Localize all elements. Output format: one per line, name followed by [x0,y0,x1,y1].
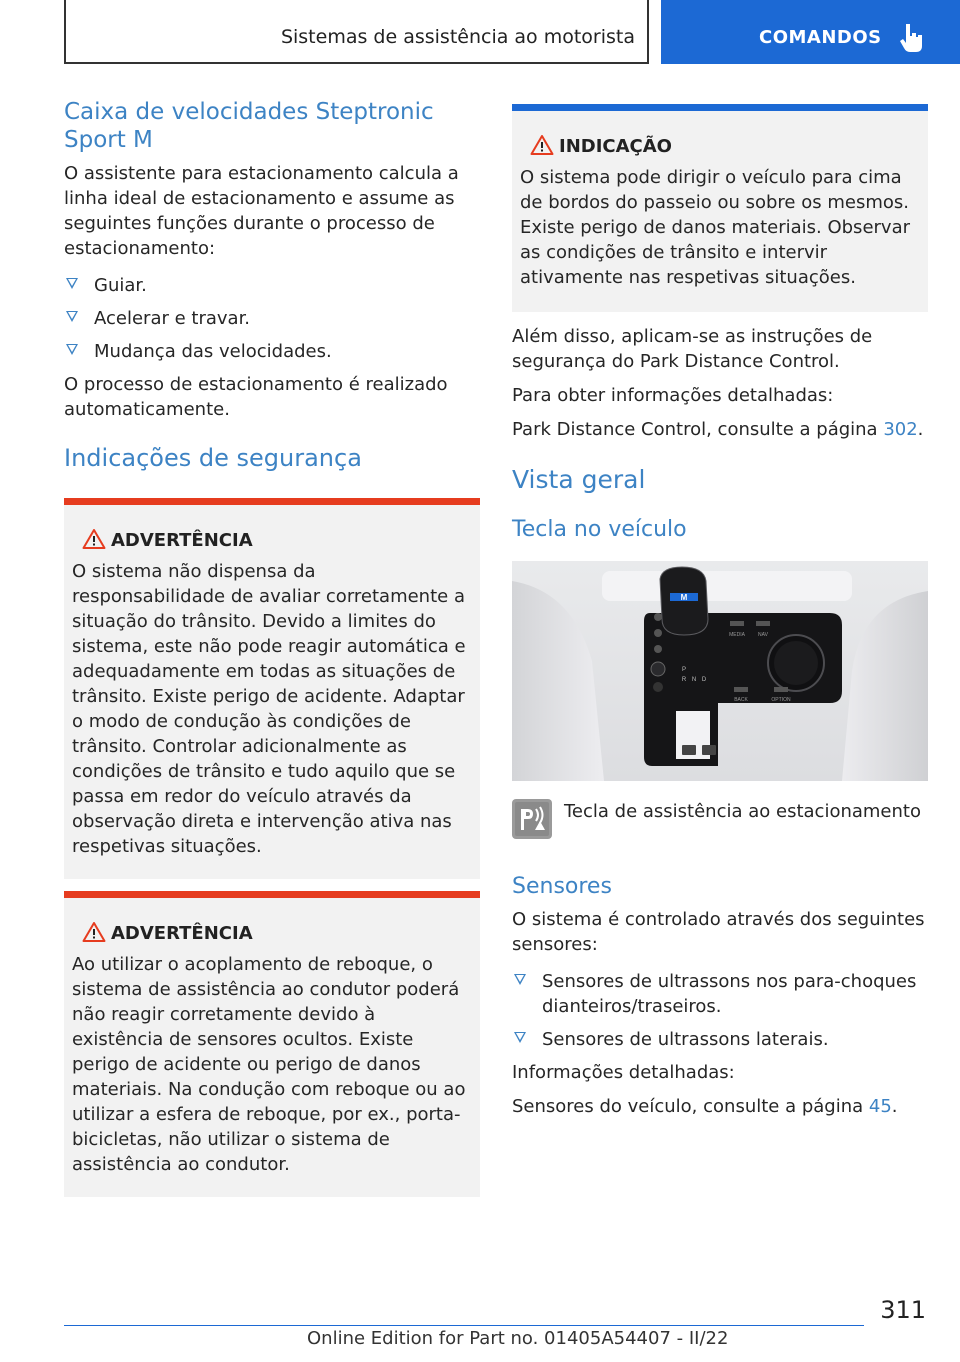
gear-d-label: D [701,677,707,683]
warning-box-2 [64,891,480,1197]
park-assist-icon [512,799,552,839]
note-title: INDICAÇÃO [520,135,920,159]
pdc-safety-paragraph: Além disso, aplicam-se as instruções de segurança do Park Distance Control. [512,326,873,372]
header-chapter-title: COMANDOS [759,27,882,48]
console-photo [512,561,928,781]
footer-divider [64,1325,864,1326]
gear-p-label: P [681,667,687,673]
back-label: BACK [734,697,748,703]
warning-title: ADVERTÊNCIA [72,922,472,946]
bullet-triangle-icon [66,311,78,322]
header-section-tab [64,0,649,64]
heading-vehicle-button: Tecla no veículo [512,517,687,542]
page-number: 311 [880,1296,926,1324]
functions-list [64,273,480,364]
legend-text: Tecla de assistência ao estacionamento [564,801,921,822]
bullet-triangle-icon [66,344,78,355]
page-link-45[interactable]: 45 [868,1096,892,1117]
bullet-triangle-icon [514,1032,526,1043]
right-column [512,104,928,1119]
button-legend [512,799,928,839]
list-item: Acelerar e travar. [64,306,480,331]
warning-triangle-icon [82,921,106,943]
warning-triangle-icon [82,528,106,550]
warning-triangle-icon [530,134,554,156]
warning-title: ADVERTÊNCIA [72,529,472,553]
page-link-302[interactable]: 302 [883,419,918,440]
sensors-intro: O sistema é controlado através dos seguintes sensores: [512,909,925,955]
heading-sensors: Sensores [512,874,612,899]
list-item: Mudança das velocidades. [64,339,480,364]
header-chapter-tab[interactable] [661,0,960,64]
list-item: Guiar. [64,273,480,298]
left-column [64,98,480,1197]
m-logo-text: M [680,593,688,602]
nav-label: NAV [758,632,768,638]
pdc-reference: Park Distance Control, consulte a página 302. [512,419,924,440]
warning-text: Ao utilizar o acoplamento de reboque, o sistema de assistência ao condutor poderá não reagir corretamente devido à existência de sensores ocultos. Existe perigo de acidente ou perigo de danos materiais. Na condução com reboque ou ao utilizar a esfera de reboque, por ex., porta-bicicletas, não utilizar o sistema de assistência ao condutor. [72,954,466,1175]
media-label: MEDIA [729,632,745,638]
warning-text: O sistema não dispensa da responsabilidade de avaliar corretamente a situação do trânsito. Devido a limites do sistema, este não pode reagir automática e adequadamente em todas as situações de trânsito. Existe perigo de acidente. Adaptar o modo de condução às condições de trânsito. Controlar adicionalmente as condições de trânsito e tudo aquilo que se passa em redor do veículo através da observação direta e intervenção ativa nas respetivas situações. [72,561,466,857]
bullet-triangle-icon [66,278,78,289]
gear-n-label: N [691,677,697,683]
bullet-triangle-icon [514,974,526,985]
sensors-reference: Sensores do veículo, consulte a página 45. [512,1096,898,1117]
sensors-list [512,969,928,1052]
outro-paragraph: O processo de estacionamento é realizado automaticamente. [64,374,448,420]
header-section-title: Sistemas de assistência ao motorista [280,26,635,48]
list-item: Sensores de ultrassons nos para-choques dianteiros/traseiros. [512,969,928,1019]
note-text: O sistema pode dirigir o veículo para cima de bordos do passeio ou sobre os mesmos. Existe perigo de danos materiais. Observar as condições de trânsito e intervir ativamente nas respetivas situações. [520,167,910,288]
sensors-details-label: Informações detalhadas: [512,1062,735,1083]
note-box [512,104,928,312]
edition-info: Online Edition for Part no. 01405A54407 - II/22 [307,1328,729,1349]
gear-console-image [512,561,928,781]
details-label: Para obter informações detalhadas: [512,385,834,406]
heading-overview: Vista geral [512,465,646,494]
intro-paragraph: O assistente para estacionamento calcula a linha ideal de estacionamento e assume as seguintes funções durante o processo de estacionamento: [64,163,459,259]
heading-safety: Indicações de segurança [64,444,362,472]
hand-pointer-icon [897,22,925,54]
heading-steptronic: Caixa de velocidades Steptronic Sport M [64,99,434,153]
gear-r-label: R [681,677,687,683]
list-item: Sensores de ultrassons laterais. [512,1027,928,1052]
warning-box-1 [64,498,480,879]
option-label: OPTION [771,697,791,703]
